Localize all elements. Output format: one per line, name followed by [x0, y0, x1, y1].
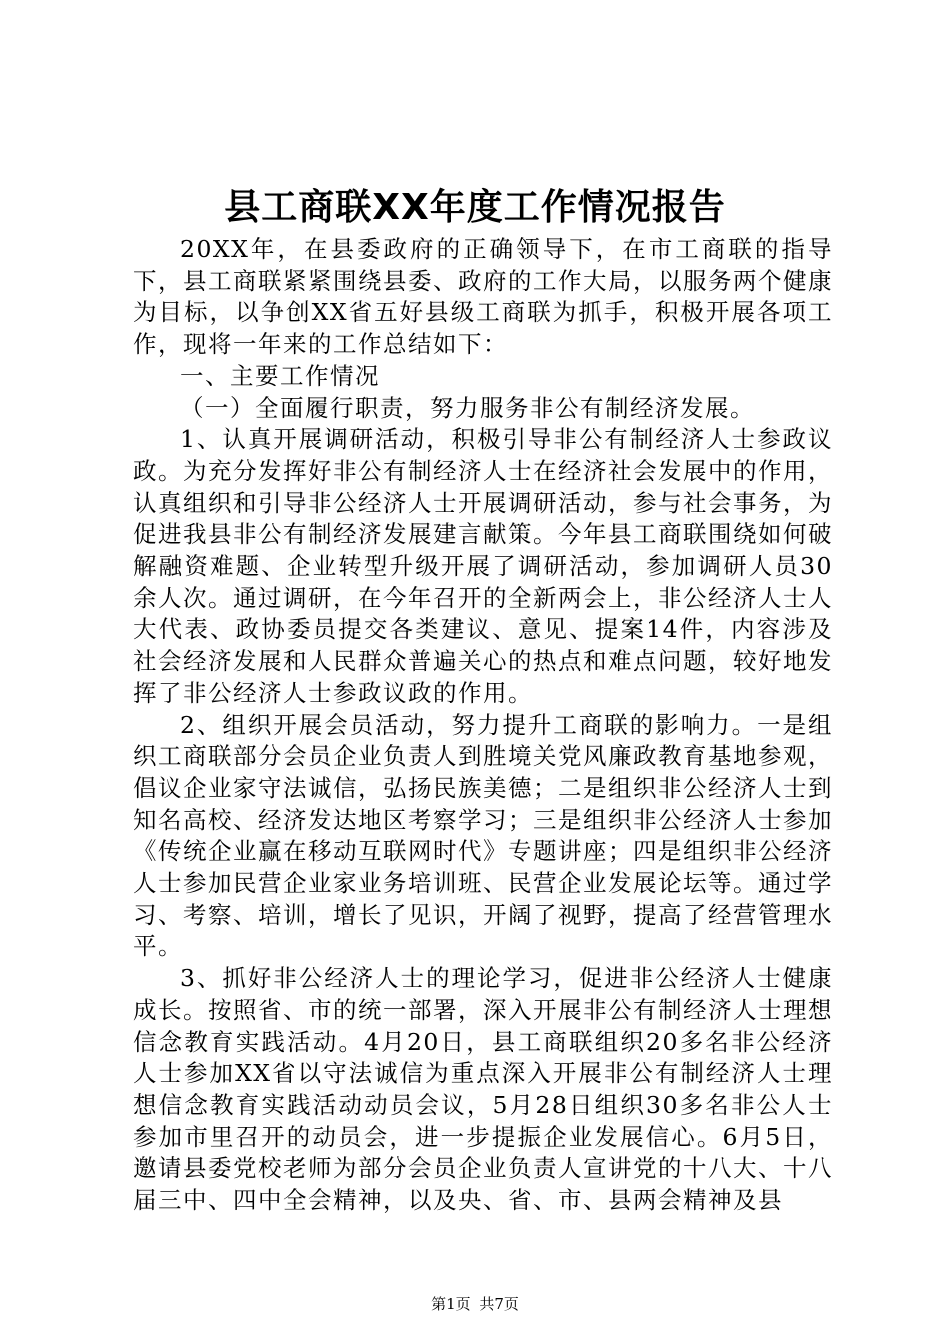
paragraph-member-activities: 2、组织开展会员活动，努力提升工商联的影响力。一是组织工商联部分会员企业负责人到胜境关党风廉政教育基地参观，倡议企业家守法诚信，弘扬民族美德；二是组织非公经济人士到知名高校、经济发达地区考察学习；三是组织非公经济人士参加《传统企业赢在移动互联网时代》专题讲座；四是组织非公经济人士参加民营企业家业务培训班、民营企业发展论坛等。通过学习、考察、培训，增长了见识，开阔了视野，提高了经营管理水平。 — [133, 710, 833, 961]
subsection-heading-duties: （一）全面履行职责，努力服务非公有制经济发展。 — [180, 393, 755, 422]
section-heading-main-work: 一、主要工作情况 — [180, 361, 380, 390]
document-body — [133, 234, 833, 1217]
paragraph-theory-study: 3、抓好非公经济人士的理论学习，促进非公经济人士健康成长。按照省、市的统一部署，深入开展非公有制经济人士理想信念教育实践活动。4月20日，县工商联组织20多名非公经济人士参加XX省以守法诚信为重点深入开展非公有制经济人士理想信念教育实践活动动员会议，5月28日组织30多名非公人士参加市里召开的动员会，进一步提振企业发展信心。6月5日，邀请县委党校老师为部分会员企业负责人宣讲党的十八大、十八届三中、四中全会精神，以及央、省、市、县两会精神及县 — [133, 964, 833, 1215]
paragraph-research: 1、认真开展调研活动，积极引导非公有制经济人士参政议政。为充分发挥好非公有制经济人士在经济社会发展中的作用，认真组织和引导非公经济人士开展调研活动，参与社会事务，为促进我县非公有制经济发展建言献策。今年县工商联围绕如何破解融资难题、企业转型升级开展了调研活动，参加调研人员30余人次。通过调研，在今年召开的全新两会上，非公经济人士人大代表、政协委员提交各类建议、意见、提案14件，内容涉及社会经济发展和人民群众普遍关心的热点和难点问题，较好地发挥了非公经济人士参政议政的作用。 — [133, 425, 833, 707]
paragraph-intro: 20XX年，在县委政府的正确领导下，在市工商联的指导下，县工商联紧紧围绕县委、政府的工作大局，以服务两个健康为目标，以争创XX省五好县级工商联为抓手，积极开展各项工作，现将一年来的工作总结如下： — [133, 235, 833, 359]
document-title: 县工商联XX年度工作情况报告 — [224, 187, 726, 228]
page-number-footer: 第1页 共7页 — [431, 1295, 519, 1313]
